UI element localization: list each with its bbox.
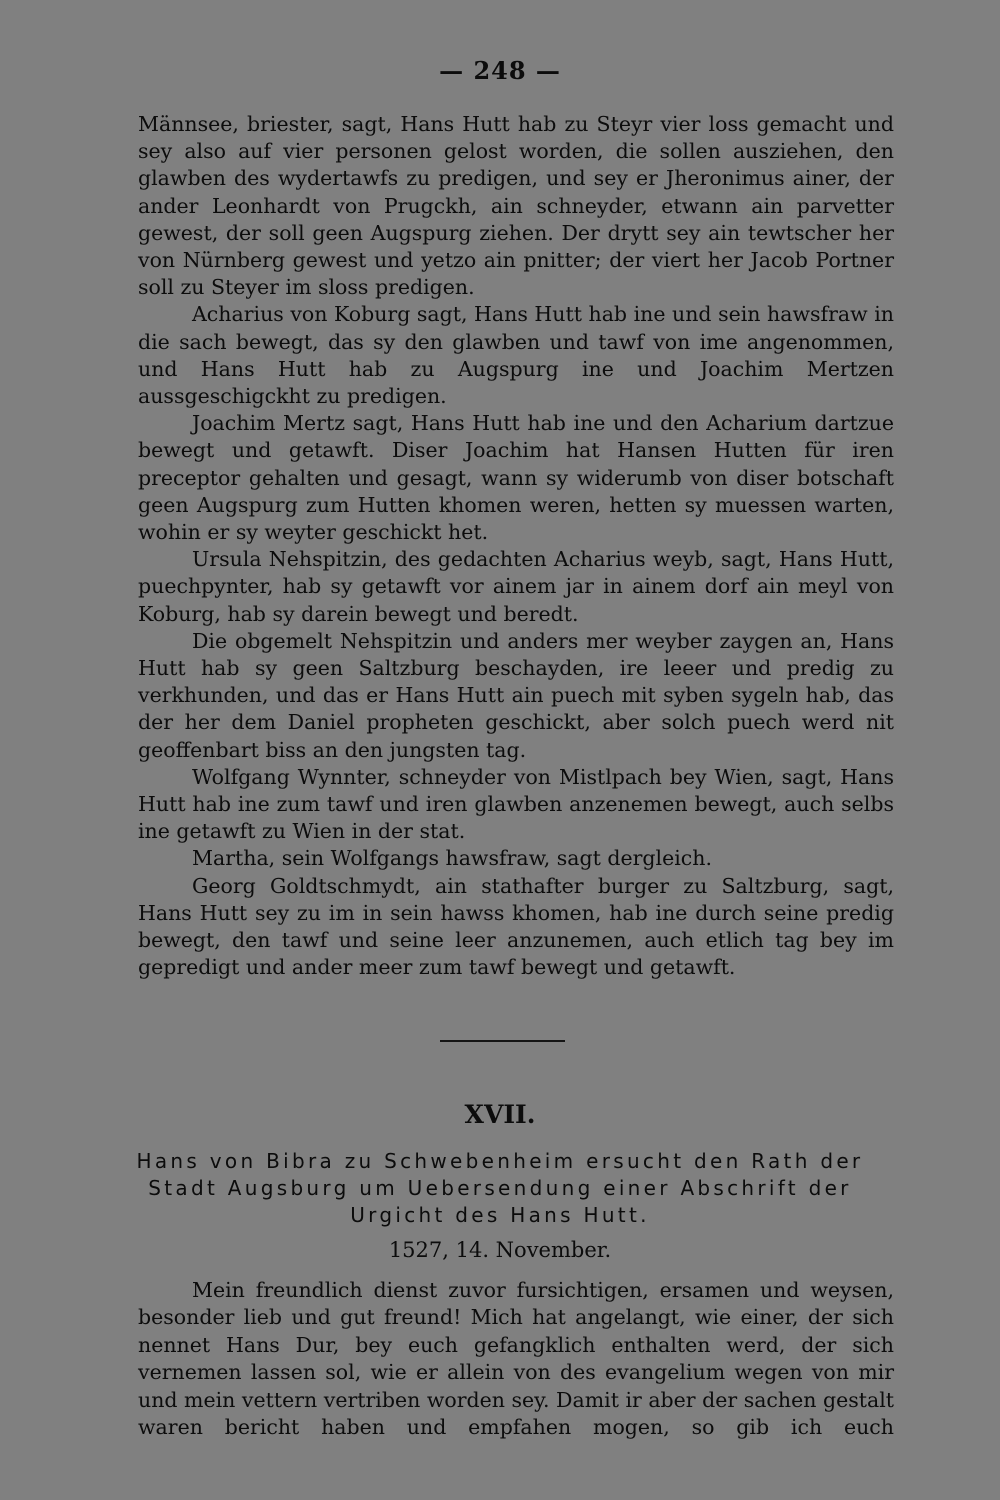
section-heading <box>100 1148 900 1229</box>
paragraph: Ursula Nehspitzin, des gedachten Acharius weyb, sagt, Hans Hutt, puechpynter, hab sy getawft vor ainem jar in ainem dorf ain meyl von Koburg, hab sy darein bewegt und beredt. <box>138 547 894 626</box>
section-heading-line: Stadt Augsburg um Uebersendung einer Abschrift der <box>148 1176 852 1200</box>
paragraph: Martha, sein Wolfgangs hawsfraw, sagt dergleich. <box>192 846 712 871</box>
section-heading-line: Hans von Bibra zu Schwebenheim ersucht den Rath der <box>136 1149 864 1173</box>
paragraph: Die obgemelt Nehspitzin und anders mer weyber zaygen an, Hans Hutt hab sy geen Saltzburg beschayden, ire leeer und predig zu verkhunden, und das er Hans Hutt ain puech mit syben sygeln hab, das der her dem Daniel propheten geschickt, aber solch puech werd nit geoffenbart biss an den jungsten tag. <box>138 628 894 762</box>
paragraph: Joachim Mertz sagt, Hans Hutt hab ine und den Acharium dartzue bewegt und getawft. Diser Joachim hat Hansen Hutten für iren preceptor gehalten und gesagt, wann sy widerumb von diser botschaft geen Augspurg zum Hutten khomen weren, hetten sy muessen warten, wohin er sy weyter geschickt het. <box>138 411 894 545</box>
body-text <box>138 111 894 982</box>
paragraph: Acharius von Koburg sagt, Hans Hutt hab ine und sein hawsfraw in die sach bewegt, das sy den glawben und tawf von ime angenommen, und Hans Hutt hab zu Augspurg ine und Joachim Mertzen aussgeschigckht zu predigen. <box>138 302 894 409</box>
section-divider <box>440 1040 565 1042</box>
paragraph: Männsee, briester, sagt, Hans Hutt hab zu Steyr vier loss gemacht und sey also auf vier personen gelost worden, die sollen ausziehen, den glawben des wydertawfs zu predigen, und sey er Jheronimus ainer, der ander Leonhardt von Prugckh, ain schneyder, etwann ain parvetter gewest, der soll geen Augspurg ziehen. Der drytt sey ain tewtscher her von Nürnberg gewest und yetzo ain pnitter; der viert her Jacob Portner soll zu Steyer im sloss predigen. <box>138 112 894 300</box>
section-heading-line: Urgicht des Hans Hutt. <box>350 1203 650 1227</box>
page-number: — 248 — <box>439 56 561 85</box>
letter-paragraph: Mein freundlich dienst zuvor fursichtigen, ersamen und weysen, besonder lieb und gut freund! Mich hat angelangt, wie einer, der sich nennet Hans Dur, bey euch gefangklich enthalten werd, der sich vernemen lassen sol, wie er allein von des evangelium wegen von mir und mein vettern vertriben worden sey. Damit ir aber der sachen gestalt waren bericht haben und empfahen mogen, so gib ich euch <box>138 1278 894 1440</box>
section-number: XVII. <box>464 1100 536 1129</box>
paragraph: Georg Goldtschmydt, ain stathafter burger zu Saltzburg, sagt, Hans Hutt sey zu im in sein hawss khomen, hab ine durch seine predig bewegt, den tawf und seine leer anzunemen, auch etlich tag bey im gepredigt und ander meer zum tawf bewegt und getawft. <box>138 873 894 980</box>
paragraph: Wolfgang Wynnter, schneyder von Mistlpach bey Wien, sagt, Hans Hutt hab ine zum tawf und iren glawben anzenemen bewegt, auch selbs ine getawft zu Wien in der stat. <box>138 764 894 844</box>
section-date: 1527, 14. November. <box>388 1238 612 1262</box>
